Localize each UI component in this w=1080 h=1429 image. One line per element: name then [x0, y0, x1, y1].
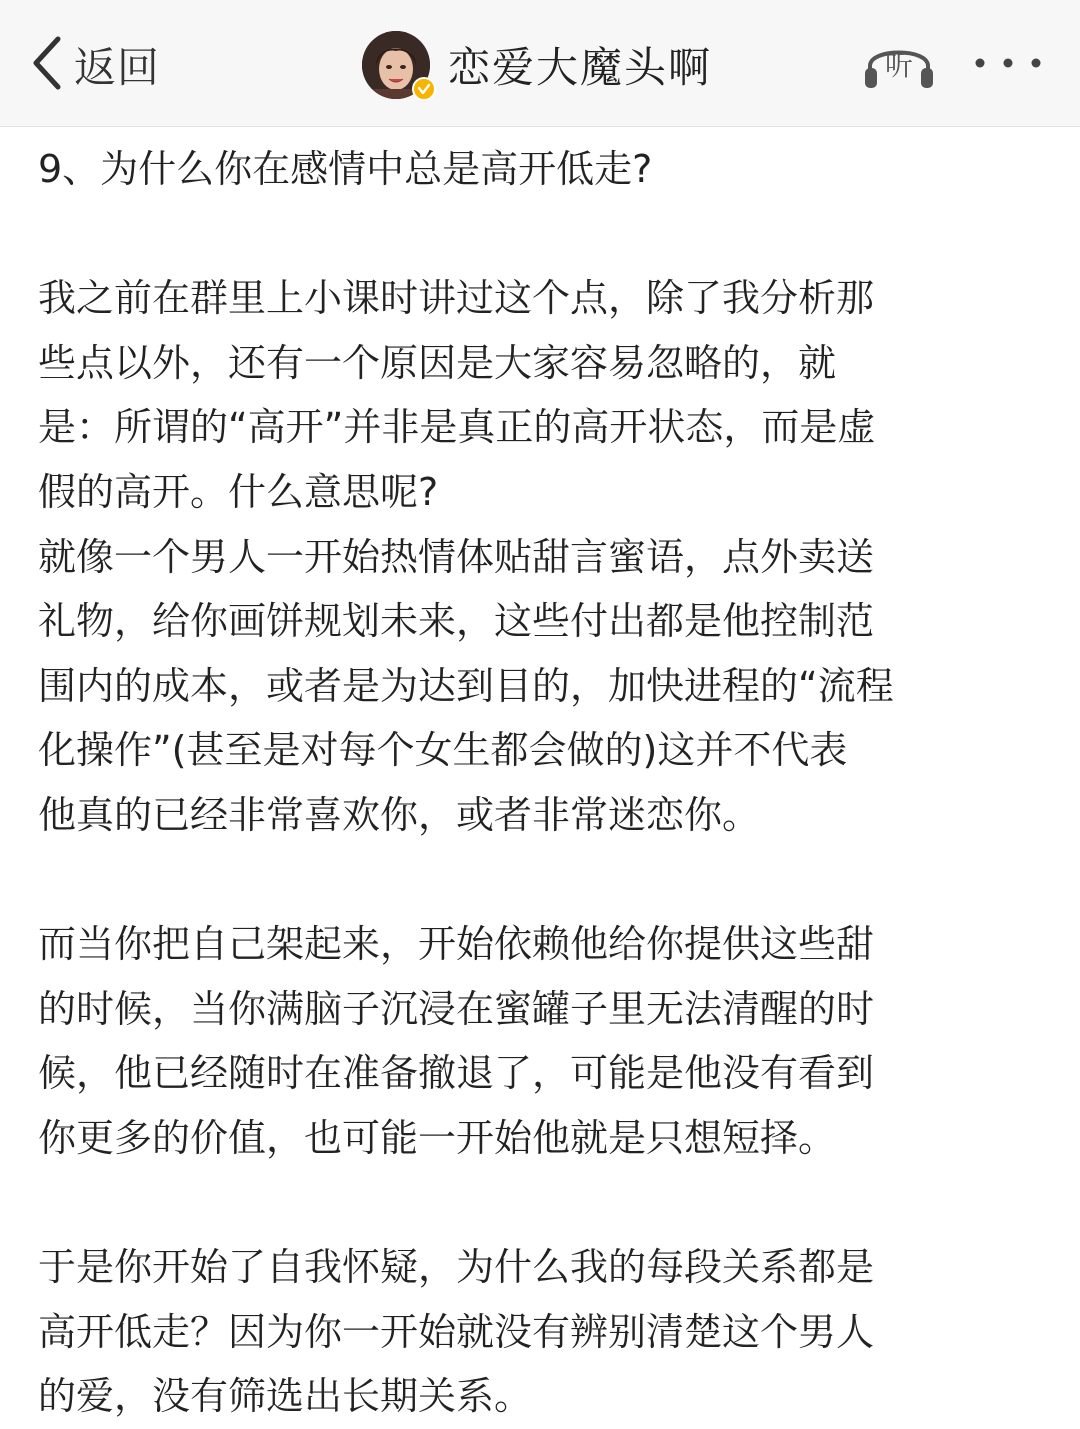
article-line: 些点以外，还有一个原因是大家容易忽略的，就	[38, 340, 837, 385]
more-button[interactable]	[968, 48, 1048, 78]
more-dots-icon	[968, 63, 1048, 82]
paragraph-spacer	[38, 202, 1048, 267]
listen-label: 听	[884, 49, 913, 82]
back-label: 返回	[74, 43, 161, 92]
verified-badge-icon	[412, 77, 436, 101]
avatar[interactable]	[362, 31, 430, 99]
article-line: 化操作”(甚至是对每个女生都会做的)这并不代表	[38, 728, 848, 773]
article-line: 就像一个男人一开始热情体贴甜言蜜语，点外卖送	[38, 534, 875, 579]
top-navigation-bar	[0, 0, 1080, 127]
article-line: 礼物，给你画饼规划未来，这些付出都是他控制范	[38, 599, 875, 644]
article-line: 他真的已经非常喜欢你，或者非常迷恋你。	[38, 792, 761, 837]
paragraph-spacer	[38, 848, 1048, 913]
paragraph-spacer	[38, 1171, 1048, 1236]
article-line: 我之前在群里上小课时讲过这个点，除了我分析那	[38, 276, 875, 321]
article-body	[38, 137, 1048, 1429]
article-line: 假的高开。什么意思呢?	[38, 469, 439, 514]
article-line: 你更多的价值，也可能一开始他就是只想短择。	[38, 1115, 837, 1160]
author-name[interactable]: 恋爱大魔头啊	[448, 43, 713, 92]
article-line: 围内的成本，或者是为达到目的，加快进程的“流程	[38, 663, 894, 708]
listen-button[interactable]	[862, 36, 936, 92]
back-button[interactable]	[30, 30, 160, 100]
article-line: 高开低走？因为你一开始就没有辨别清楚这个男人	[38, 1309, 875, 1354]
article-heading: 9、为什么你在感情中总是高开低走?	[38, 147, 653, 191]
article-line: 候，他已经随时在准备撤退了，可能是他没有看到	[38, 1051, 875, 1096]
chevron-left-icon	[30, 33, 66, 97]
article-line: 于是你开始了自我怀疑，为什么我的每段关系都是	[38, 1245, 875, 1290]
article-line: 的时候，当你满脑子沉浸在蜜罐子里无法清醒的时	[38, 986, 875, 1031]
article-line: 的爱，没有筛选出长期关系。	[38, 1374, 533, 1419]
author-profile[interactable]	[362, 30, 712, 100]
article-line: 而当你把自己架起来，开始依赖他给你提供这些甜	[38, 922, 875, 967]
article-line: 是：所谓的“高开”并非是真正的高开状态，而是虚	[38, 405, 876, 450]
